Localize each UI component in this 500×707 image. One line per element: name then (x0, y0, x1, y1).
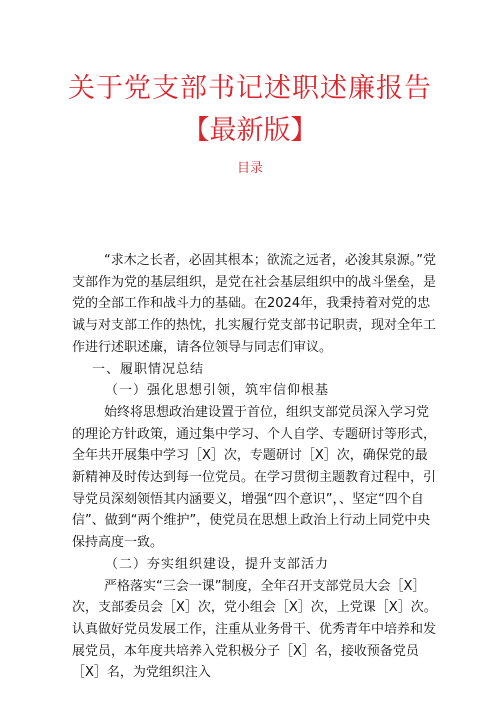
paragraph-2: 严格落实“三会一课”制度，全年召开支部党员大会［X］次，支部委员会［X］次，党小组会［X］次，上党课［X］次。认真做好党员发展工作，注重从业务骨干、优秀青年中培养和发展党员，本年度共培养入党积极分子［X］名，接收预备党员［X］名，为党组织注入 (72, 578, 437, 681)
paragraph-1: 始终将思想政治建设置于首位，组织支部党员深入学习党的理论方针政策，通过集中学习、个人自学、专题研讨等形式，全年共开展集中学习［X］次，专题研讨［X］次，确保党的最新精神及时传达到每一位党员。在学习贯彻主题教育过程中，引导党员深刻领悟其内涵要义，增强“四个意识”，、坚定“四个自信”、做到“两个维护”，使党员在思想上政治上行动上同党中央保持高度一致。 (72, 404, 437, 551)
subsection-heading-1: （一）强化思想引领，筑牢信仰根基 (105, 383, 330, 399)
intro-paragraph: “求木之长者，必固其根本；欲流之远者，必浚其泉源。”党支部作为党的基层组织，是党在社会基层组织中的战斗堡垒，是党的全部工作和战斗力的基础。在2024年，我秉持着对党的忠诚与对支部工作的热忱，扎实履行党支部书记职责，现对全年工作进行述职述廉，请各位领导与同志们审议。 (72, 253, 437, 355)
toc-label: 目录 (236, 161, 263, 176)
section-heading-1: 一、履职情况总结 (92, 361, 205, 377)
document-subtitle: 【最新版】 (182, 115, 318, 146)
subsection-heading-2: （二）夯实组织建设，提升支部活力 (105, 556, 330, 572)
document-body (72, 250, 440, 684)
document-title: 关于党支部书记述职述廉报告 (68, 73, 432, 104)
